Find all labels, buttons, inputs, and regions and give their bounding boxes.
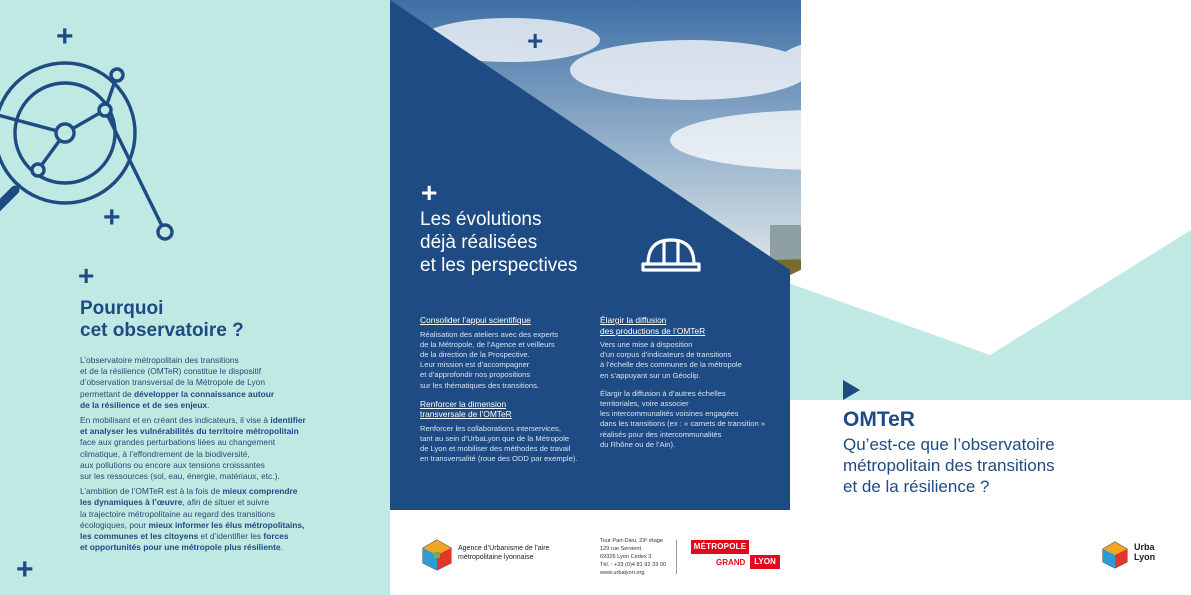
body-text: .	[207, 399, 210, 410]
body-text: , afin de situer et suivre la trajectoire métropolitaine au regard des transitions écologiques, pour	[80, 497, 276, 530]
metropole-logo-top: MÉTROPOLE	[691, 540, 749, 554]
item-body: Vers une mise à disposition d’un corpus d’indicateurs de transitions à l’échelle des communes de la métropole en s’appuyant sur un Géoclip.	[600, 340, 742, 380]
item-title: Consolider l’appui scientifique	[420, 315, 531, 325]
plus-icon: +	[103, 201, 121, 234]
item-body: Réalisation des ateliers avec des experts de la Métropole, de l’Agence et veilleurs de la direction de la Prospective. Leur mission est d’accompagner et d’approfondir nos propositions sur les thématiques des transitions.	[420, 329, 559, 390]
urbalyon-cube-logo-small	[1100, 540, 1130, 570]
agency-name: Agence d’Urbanisme de l’aire métropolitaine lyonnaise	[458, 545, 550, 561]
item-title: Élargir la diffusion des productions de l’OMTeR	[600, 315, 706, 336]
emphasis-text: mieux informer les élus métropolitains, les communes et les citoyens	[80, 519, 305, 542]
column-right	[600, 315, 775, 458]
why-paragraph-1	[80, 355, 325, 411]
urbalyon-logo-text: Urba Lyon	[1134, 542, 1156, 562]
hard-hat-icon	[640, 234, 702, 274]
plus-icon: +	[421, 177, 438, 208]
cover-title: OMTeR	[843, 408, 915, 431]
section-heading-evolutions: Les évolutions déjà réalisées et les perspectives	[420, 209, 578, 276]
item-body: Élargir la diffusion à d’autres échelles territoriales, voire associer les intercommunalités voisines engagées dans les transitions (ex : « carnets de transition » réalisés pour des intercommunalités du Rhône ou de l’Ain).	[600, 388, 766, 449]
plus-icon: +	[78, 260, 95, 291]
emphasis-text: identifier et analyser les vulnérabilités du territoire métropolitain	[80, 415, 306, 437]
body-text: .	[280, 542, 283, 553]
urbalyon-cube-logo	[420, 538, 454, 572]
divider	[676, 540, 677, 574]
plus-icon: +	[527, 25, 544, 56]
item-body: Renforcer les collaborations interservices, tant au sein d’UrbaLyon que de la Métropole de Lyon et mobiliser des méthodes de travail en transversalité (roue des ODD par exemple).	[420, 423, 578, 464]
why-paragraph-2	[80, 415, 325, 482]
metropole-logo-grand: GRAND	[716, 558, 746, 567]
item-title: Renforcer la dimension transversale de l’OMTeR	[420, 398, 512, 420]
metropole-logo-lyon: LYON	[750, 555, 780, 569]
address: Tour Part-Dieu, 23ᵉ étage 129 rue Servient 69326 Lyon Cedex 3 Tél. : +33 (0)4 81 92 33 00 www.urbalyon.org	[600, 538, 667, 576]
body-text: face aux grandes perturbations liées au changement climatique, à l’effondrement de la biodiversité, aux pollutions ou encore aux tensions croissantes sur les ressources (sol, eau, énergie, matériaux, etc.).	[80, 437, 280, 482]
why-body	[80, 355, 325, 557]
body-text: et d’identifier les	[198, 531, 264, 542]
why-paragraph-3	[80, 486, 325, 553]
body-text: L’ambition de l’OMTeR est à la fois de	[80, 486, 223, 497]
body-text: En mobilisant et en créant des indicateurs, il vise à	[80, 415, 271, 426]
plus-icon: +	[56, 20, 74, 53]
emphasis-text: développer la connaissance autour de la résilience et de ses enjeux	[80, 388, 275, 410]
section-heading-why: Pourquoi cet observatoire ?	[80, 298, 244, 341]
play-triangle-icon	[843, 380, 860, 400]
body-text: L’observatoire métropolitain des transitions et de la résilience (OMTeR) constitue le dispositif d’observation transversal de la Métropole de Lyon permettant de	[80, 355, 265, 399]
cover-subtitle: Qu’est-ce que l’observatoire métropolitain des transitions et de la résilience ?	[843, 435, 1055, 496]
column-left	[420, 315, 595, 473]
emphasis-text: mieux comprendre les dynamiques à l’œuvre	[80, 486, 298, 508]
plus-icon: +	[16, 553, 34, 586]
emphasis-text: forces et opportunités pour une métropole plus résiliente	[80, 531, 289, 553]
